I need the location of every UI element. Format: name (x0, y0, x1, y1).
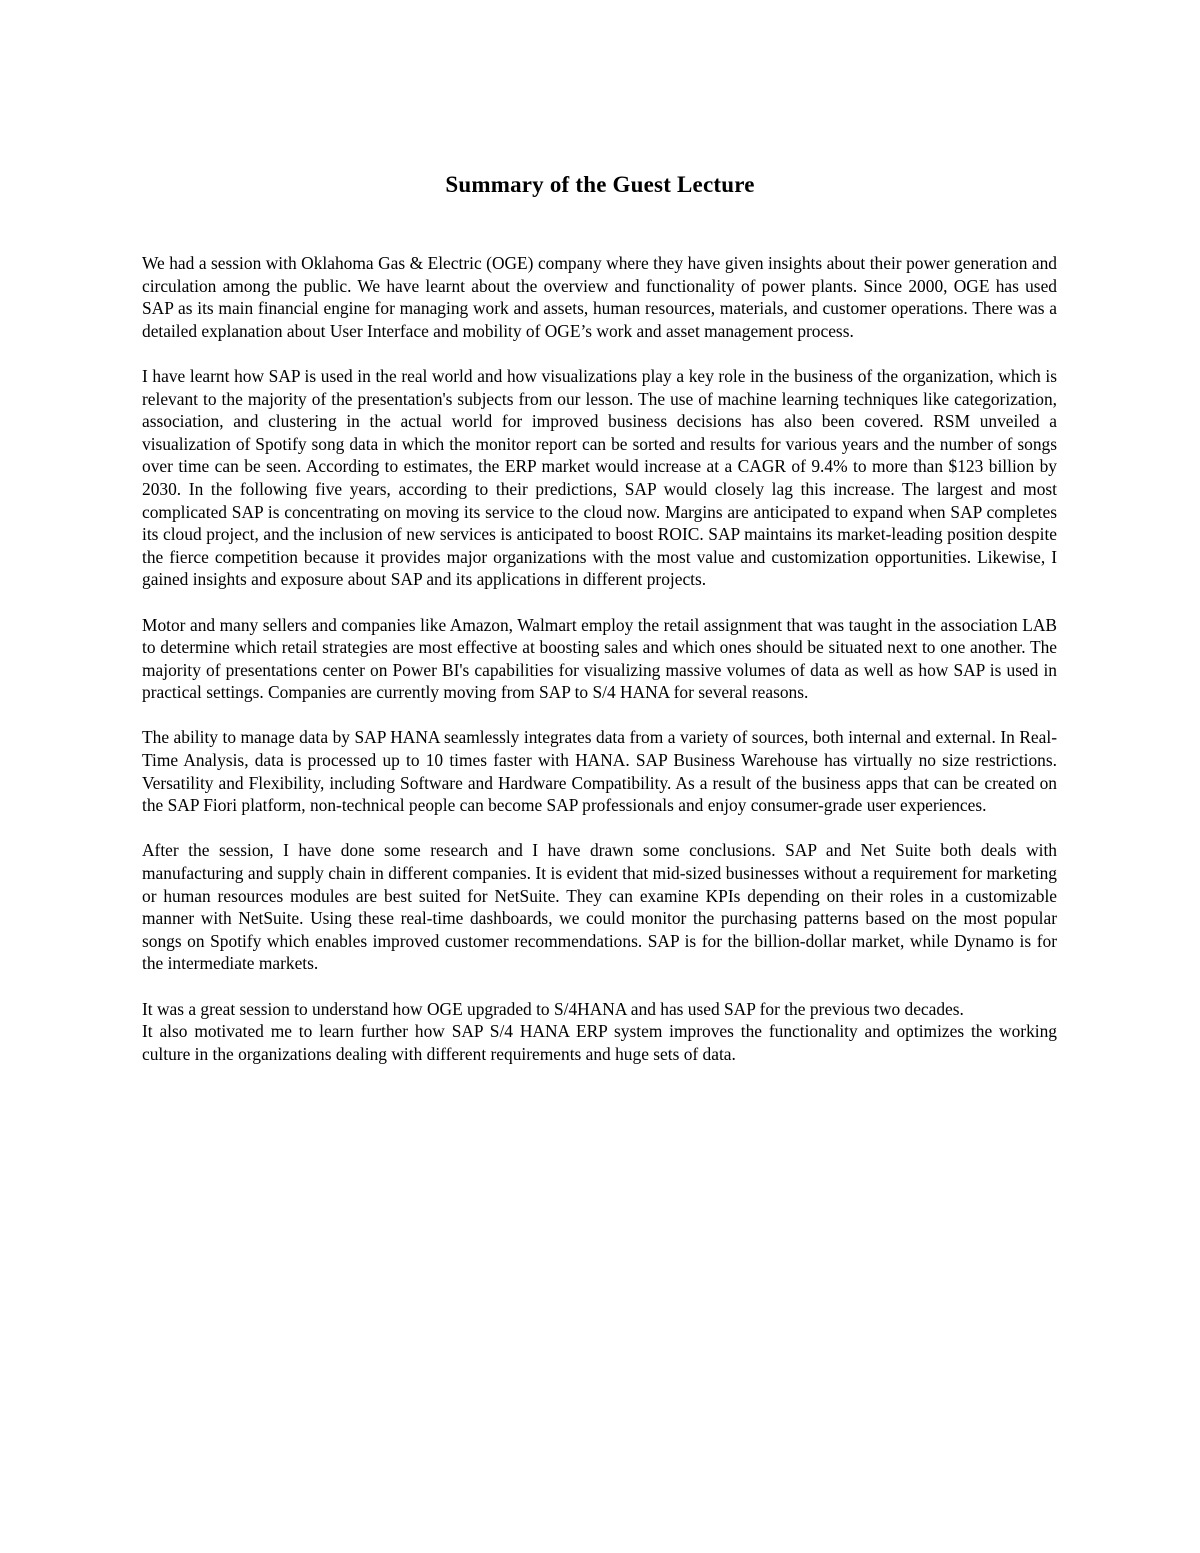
paragraph-sap-learnings: I have learnt how SAP is used in the real world and how visualizations play a key role in the business of the organization, which is relevant to the majority of the presentation's subjects from our lesson. The use of machine learning techniques like categorization, association, and clustering in the actual world for improved business decisions has also been covered. RSM unveiled a visualization of Spotify song data in which the monitor report can be sorted and results for various years and the number of songs over time can be seen. According to estimates, the ERP market would increase at a CAGR of 9.4% to more than $123 billion by 2030. In the following five years, according to their predictions, SAP would closely lag this increase. The largest and most complicated SAP is concentrating on moving its service to the cloud now. Margins are anticipated to expand when SAP completes its cloud project, and the inclusion of new services is anticipated to boost ROIC. SAP maintains its market-leading position despite the fierce competition because it provides major organizations with the most value and customization opportunities. Likewise, I gained insights and exposure about SAP and its applications in different projects. (142, 365, 1057, 590)
paragraph-oge-session: We had a session with Oklahoma Gas & Electric (OGE) company where they have given insights about their power generation and circulation among the public. We have learnt about the overview and functionality of power plants. Since 2000, OGE has used SAP as its main financial engine for managing work and assets, human resources, materials, and customer operations. There was a detailed explanation about User Interface and mobility of OGE’s work and asset management process. (142, 253, 1057, 341)
paragraph-great-session: It was a great session to understand how OGE upgraded to S/4HANA and has used SAP for the previous two decades. (142, 998, 964, 1019)
document-body (142, 252, 1057, 1065)
paragraph-research-conclusions: After the session, I have done some research and I have drawn some conclusions. SAP and Net Suite both deals with manufacturing and supply chain in different companies. It is evident that mid-sized businesses without a requirement for marketing or human resources modules are best suited for NetSuite. They can examine KPIs depending on their roles in a customizable manner with NetSuite. Using these real-time dashboards, we could monitor the purchasing patterns based on the most popular songs on Spotify which enables improved customer recommendations. SAP is for the billion-dollar market, while Dynamo is for the intermediate markets. (142, 840, 1057, 974)
paragraph-motivation: It also motivated me to learn further how SAP S/4 HANA ERP system improves the functionality and optimizes the working culture in the organizations dealing with different requirements and huge sets of data. (142, 1021, 1057, 1064)
document-title: Summary of the Guest Lecture (445, 172, 755, 197)
paragraph-retail-assignment: Motor and many sellers and companies like Amazon, Walmart employ the retail assignment that was taught in the association LAB to determine which retail strategies are most effective at boosting sales and which ones should be situated next to one another. The majority of presentations center on Power BI's capabilities for visualizing massive volumes of data as well as how SAP is used in practical settings. Companies are currently moving from SAP to S/4 HANA for several reasons. (142, 614, 1057, 703)
paragraph-sap-hana: The ability to manage data by SAP HANA seamlessly integrates data from a variety of sources, both internal and external. In Real-Time Analysis, data is processed up to 10 times faster with HANA. SAP Business Warehouse has virtually no size restrictions. Versatility and Flexibility, including Software and Hardware Compatibility. As a result of the business apps that can be created on the SAP Fiori platform, non-technical people can become SAP professionals and enjoy consumer-grade user experiences. (142, 727, 1057, 816)
